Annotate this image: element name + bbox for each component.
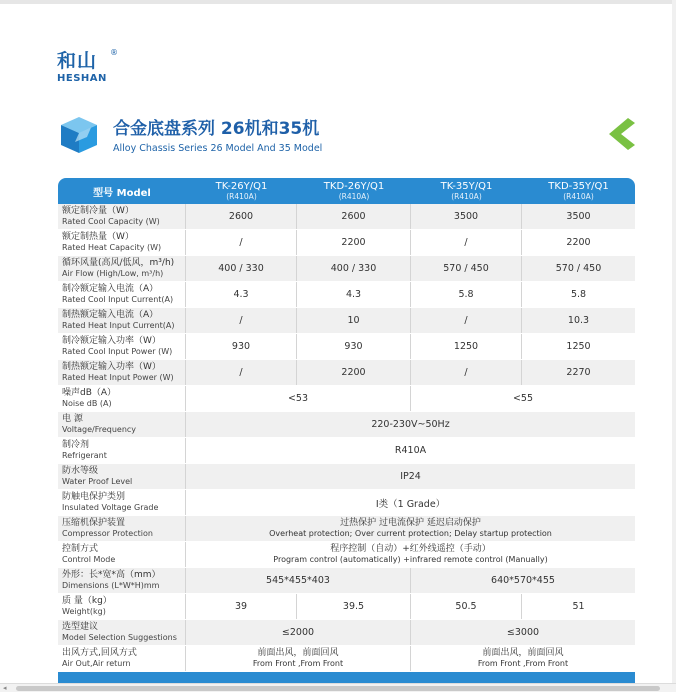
- table-row: [58, 230, 635, 256]
- table-row: [58, 308, 635, 334]
- row-label: 质 量（kg） Weight(kg): [58, 594, 186, 619]
- row-label: 额定制冷量（W） Rated Cool Capacity (W): [58, 204, 186, 229]
- table-row: [58, 282, 635, 308]
- table-cell: 570 / 450: [411, 256, 522, 281]
- table-cell: 5.8: [411, 282, 522, 307]
- table-cell: <55: [512, 393, 534, 404]
- table-row: [58, 412, 635, 438]
- table-row: [58, 438, 635, 464]
- table-cell: /: [186, 230, 297, 255]
- table-row: [58, 360, 635, 386]
- page-subtitle: Alloy Chassis Series 26 Model And 35 Model: [113, 143, 323, 154]
- scroll-left-arrow-icon[interactable]: ◂: [3, 684, 7, 692]
- row-label: 防触电保护类别 Insulated Voltage Grade: [58, 490, 186, 515]
- table-cell: 程序控制（自动）+红外线遥控（手动） Program control (automatically) +infrared remote control (Manually): [273, 544, 548, 564]
- table-cell: 51: [572, 601, 585, 612]
- row-label: 电 源 Voltage/Frequency: [58, 412, 186, 437]
- page-title: 合金底盘系列 26机和35机: [113, 119, 320, 139]
- table-cell: ≤3000: [506, 627, 540, 638]
- blue-cube-icon: [57, 113, 101, 157]
- table-cell: /: [186, 360, 297, 385]
- row-label: 出风方式,回风方式 Air Out,Air return: [58, 646, 186, 671]
- table-row: [58, 334, 635, 360]
- brand-name-en: HESHAN: [57, 73, 107, 84]
- table-cell: /: [411, 308, 522, 333]
- row-label: 制冷额定输入电流（A） Rated Cool Input Current(A): [58, 282, 186, 307]
- row-label: 防水等级 Water Proof Level: [58, 464, 186, 489]
- table-cell: <53: [186, 386, 411, 411]
- top-border: [0, 0, 676, 4]
- row-label: 外形：长*宽*高（mm） Dimensions (L*W*H)mm: [58, 568, 186, 593]
- row-label: 选型建议 Model Selection Suggestions: [58, 620, 186, 645]
- table-cell: 4.3: [297, 282, 411, 307]
- table-row: [58, 490, 635, 516]
- table-cell: 过热保护 过电流保护 延迟启动保护 Overheat protection; Over current protection; Delay startup protection: [269, 518, 552, 538]
- table-cell: 930: [297, 334, 411, 359]
- table-cell: 220-230V~50Hz: [371, 419, 450, 430]
- table-cell: 39: [186, 594, 297, 619]
- table-cell: 1250: [411, 334, 522, 359]
- table-cell: 3500: [566, 211, 591, 222]
- right-border: [672, 0, 676, 692]
- table-cell: /: [186, 308, 297, 333]
- table-cell: 39.5: [297, 594, 411, 619]
- row-label: 制冷剂 Refrigerant: [58, 438, 186, 463]
- table-row: [58, 464, 635, 490]
- table-cell: 50.5: [411, 594, 522, 619]
- table-cell: 2200: [566, 237, 591, 248]
- table-cell: 640*570*455: [491, 575, 555, 586]
- registered-mark: ®: [110, 48, 118, 57]
- table-cell: 5.8: [570, 289, 587, 300]
- row-label: 额定制热量（W） Rated Heat Capacity (W): [58, 230, 186, 255]
- table-row: [58, 204, 635, 230]
- table-cell: 570 / 450: [555, 263, 602, 274]
- row-label: 控制方式 Control Mode: [58, 542, 186, 567]
- brand-name-cn: 和山: [57, 50, 98, 72]
- table-row: [58, 542, 635, 568]
- table-cell: 10.3: [567, 315, 590, 326]
- table-cell: 400 / 330: [297, 256, 411, 281]
- table-cell: I类（1 Grade）: [375, 498, 446, 510]
- table-cell: 4.3: [186, 282, 297, 307]
- table-row: [58, 646, 635, 672]
- row-label: 循环风量(高风/低风，m³/h) Air Flow (High/Low, m³/h): [58, 256, 186, 281]
- row-label: 制冷额定输入功率（W） Rated Cool Input Power (W): [58, 334, 186, 359]
- table-header: [58, 178, 635, 204]
- table-row: [58, 568, 635, 594]
- scrollbar-thumb[interactable]: [16, 686, 660, 691]
- header-model-1: TK-26Y/Q1 (R410A): [215, 181, 268, 201]
- row-label: 制热额定输入功率（W） Rated Heat Input Power (W): [58, 360, 186, 385]
- horizontal-scrollbar[interactable]: [0, 683, 676, 692]
- table-cell: IP24: [400, 471, 421, 482]
- table-cell: 2200: [297, 360, 411, 385]
- table-row: [58, 516, 635, 542]
- row-label: 制热额定输入电流（A） Rated Heat Input Current(A): [58, 308, 186, 333]
- table-row: [58, 256, 635, 282]
- chevron-left-icon[interactable]: [606, 116, 636, 152]
- table-cell: 2270: [566, 367, 591, 378]
- table-cell: 2600: [186, 204, 297, 229]
- table-cell: /: [411, 360, 522, 385]
- table-cell: 10: [297, 308, 411, 333]
- header-model-label: 型号 Model: [93, 187, 151, 199]
- table-cell: 2200: [297, 230, 411, 255]
- table-row: [58, 386, 635, 412]
- spec-table: [58, 178, 635, 684]
- table-cell: 400 / 330: [186, 256, 297, 281]
- table-cell: 545*455*403: [186, 568, 411, 593]
- header-model-2: TKD-26Y/Q1 (R410A): [323, 181, 385, 201]
- table-cell: 前面出风，前面回风 From Front ,From Front: [186, 646, 411, 671]
- table-row: [58, 620, 635, 646]
- table-cell: 前面出风，前面回风 From Front ,From Front: [477, 648, 569, 668]
- table-cell: ≤2000: [186, 620, 411, 645]
- table-row: [58, 594, 635, 620]
- table-cell: 2600: [297, 204, 411, 229]
- row-label: 压缩机保护装置 Compressor Protection: [58, 516, 186, 541]
- header-model-3: TK-35Y/Q1 (R410A): [440, 181, 493, 201]
- table-cell: 3500: [411, 204, 522, 229]
- header-model-4: TKD-35Y/Q1 (R410A): [548, 181, 609, 201]
- table-cell: /: [411, 230, 522, 255]
- row-label: 噪声dB（A） Noise dB (A): [58, 386, 186, 411]
- brand-logo: [57, 50, 127, 86]
- table-cell: 1250: [566, 341, 591, 352]
- table-cell: 930: [186, 334, 297, 359]
- table-cell: R410A: [394, 445, 427, 456]
